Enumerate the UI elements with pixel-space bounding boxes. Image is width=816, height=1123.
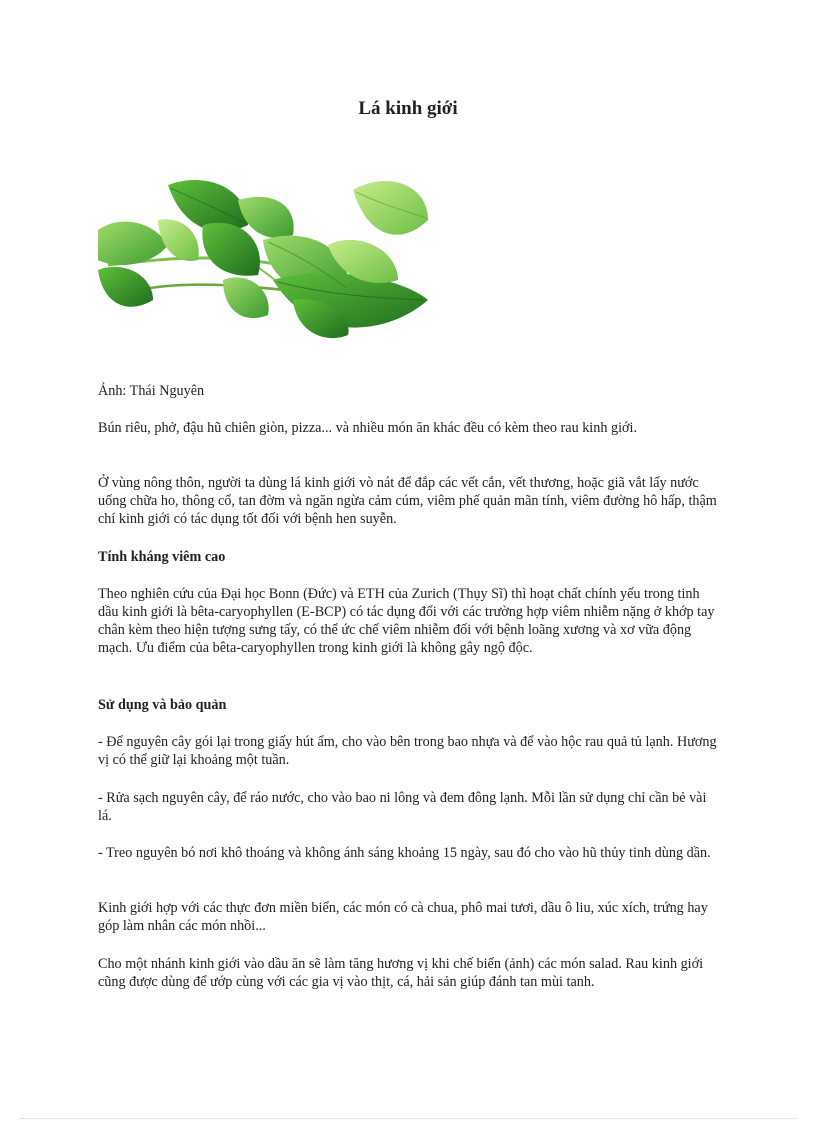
paragraph-cooking-oil: Cho một nhánh kinh giới vào dầu ăn sẽ làm tăng hương vị khi chế biến (ảnh) các món salad. Rau kinh giới cũng được dùng để ướp cùng với các gia vị vào thịt, cá, hải sản giúp đánh tan mùi tanh. <box>98 956 704 990</box>
section-heading-antiinflammatory: Tính kháng viêm cao <box>98 549 226 565</box>
page-bottom-divider <box>20 1118 796 1119</box>
usage-item-1: - Để nguyên cây gói lại trong giấy hút ẩm, cho vào bên trong bao nhựa và để vào hộc rau quả tủ lạnh. Hương vị có thể giữ lại khoảng một tuần. <box>98 734 717 768</box>
paragraph-pairing: Kinh giới hợp với các thực đơn miền biển, các món có cà chua, phô mai tươi, dầu ô liu, xúc xích, trứng hay góp làm nhân các món nhồi... <box>98 900 708 934</box>
paragraph-intro: Bún riêu, phở, đậu hũ chiên giòn, pizza... và nhiều món ăn khác đều có kèm theo rau kinh giới. <box>98 420 638 436</box>
usage-item-2: - Rửa sạch nguyên cây, để ráo nước, cho vào bao ni lông và đem đông lạnh. Mỗi lần sử dụng chỉ cần bẻ vài lá. <box>98 790 707 824</box>
photo-caption: Ảnh: Thái Nguyên <box>98 383 205 399</box>
marjoram-leaves-photo <box>98 170 430 360</box>
page-title: Lá kinh giới <box>358 98 458 119</box>
paragraph-research: Theo nghiên cứu của Đại học Bonn (Đức) và ETH của Zurich (Thụy Sĩ) thì hoạt chất chính yếu trong tinh dầu kinh giới là bêta-caryophyllen (E-BCP) có tác dụng đối với các trường hợp viêm nhiễm nặng ở khớp tay chân kèm theo hiện tượng sưng tấy, có thể ức chế viêm nhiễm đối với bệnh loãng xương và xơ vữa động mạch. Ưu điểm của bêta-caryophyllen trong kinh giới là không gây ngộ độc. <box>98 586 715 656</box>
usage-item-3: - Treo nguyên bó nơi khô thoáng và không ánh sáng khoảng 15 ngày, sau đó cho vào hũ thủy tinh dùng dần. <box>98 845 711 861</box>
section-heading-usage: Sử dụng và bảo quản <box>98 697 227 713</box>
paragraph-countryside-use: Ở vùng nông thôn, người ta dùng lá kinh giới vò nát để đắp các vết cắn, vết thương, hoặc giã vắt lấy nước uống chữa ho, thông cổ, tan đờm và ngăn ngừa cảm cúm, viêm phế quản mãn tính, viêm đường hô hấp, thậm chí kinh giới có tác dụng tốt đối với bệnh hen suyễn. <box>98 475 717 527</box>
